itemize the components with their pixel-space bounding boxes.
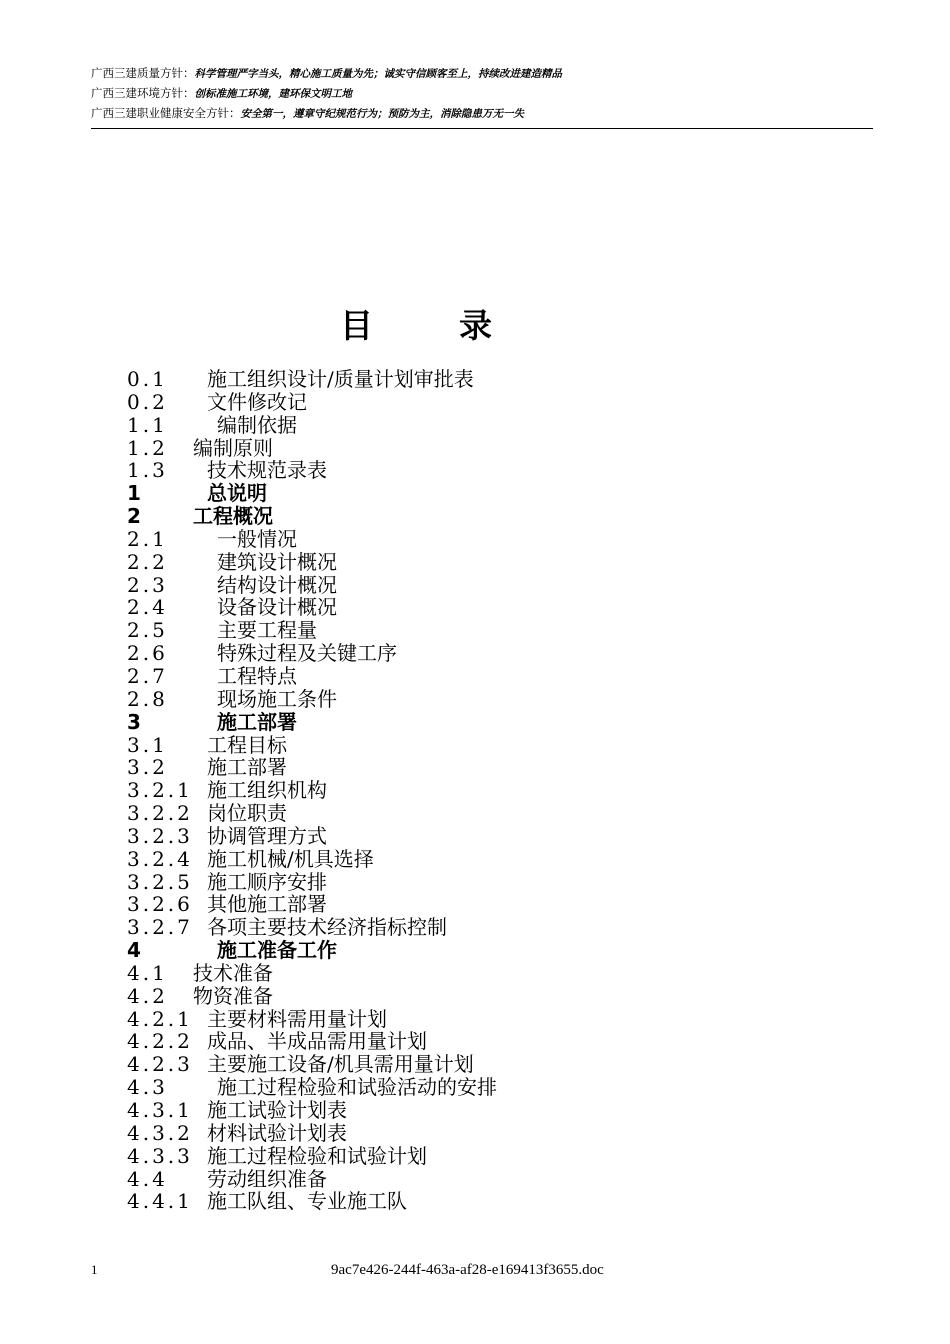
toc-item-label: 岗位职责	[207, 801, 287, 826]
toc-item[interactable]	[127, 574, 827, 597]
safety-policy-text: 安全第一，遵章守纪规范行为；预防为主，消除隐患万无一失	[240, 108, 524, 120]
toc-item-label: 现场施工条件	[217, 686, 337, 711]
toc-item[interactable]	[127, 779, 827, 802]
toc-item-number: 1	[127, 481, 144, 506]
toc-item-number: 4.2.2	[127, 1029, 193, 1054]
toc-item[interactable]	[127, 756, 827, 779]
toc-title-left: 目	[340, 306, 373, 345]
toc-item-label: 施工部署	[207, 755, 287, 780]
toc-item-number: 4.1	[127, 960, 168, 985]
toc-item-label: 结构设计概况	[217, 572, 337, 597]
toc-item[interactable]	[127, 734, 827, 757]
toc-item-number: 3.2.5	[127, 869, 193, 894]
toc-item-number: 3.2.6	[127, 892, 193, 917]
toc-item-label: 成品、半成品需用量计划	[207, 1029, 427, 1054]
toc-item-number: 4.2	[127, 983, 168, 1008]
toc-item-number: 2.4	[127, 595, 168, 620]
toc-item-label: 工程概况	[193, 504, 273, 529]
toc-item-label: 施工机械/机具选择	[207, 846, 374, 871]
toc-item-number: 3.2	[127, 755, 168, 780]
toc-item-number: 3.1	[127, 732, 168, 757]
toc-item[interactable]	[127, 1008, 827, 1031]
toc-item-label: 编制依据	[217, 412, 297, 437]
toc-item[interactable]	[127, 962, 827, 985]
toc-item-label: 施工组织机构	[207, 778, 327, 803]
toc-item[interactable]	[127, 482, 827, 505]
environment-policy-line	[91, 84, 873, 104]
toc-item[interactable]	[127, 1145, 827, 1168]
toc-item-label: 技术准备	[193, 960, 273, 985]
toc-item-number: 3.2.2	[127, 801, 193, 826]
toc-item-label: 建筑设计概况	[217, 549, 337, 574]
toc-item[interactable]	[127, 711, 827, 734]
toc-item[interactable]	[127, 871, 827, 894]
toc-item-number: 2.2	[127, 549, 168, 574]
toc-item-number: 4.2.3	[127, 1052, 193, 1077]
toc-item-label: 主要施工设备/机具需用量计划	[207, 1052, 474, 1077]
toc-item-label: 物资准备	[193, 983, 273, 1008]
toc-item-label: 工程特点	[217, 663, 297, 688]
toc-item-number: 3	[127, 709, 144, 734]
file-name: 9ac7e426-244f-463a-af28-e169413f3655.doc	[331, 1262, 604, 1278]
quality-policy-label: 广西三建质量方针：	[91, 66, 195, 80]
toc-item-number: 2.5	[127, 618, 168, 643]
toc-item-number: 4.4	[127, 1166, 168, 1191]
toc-item[interactable]	[127, 1168, 827, 1191]
toc-title	[340, 300, 492, 347]
toc-item[interactable]	[127, 1053, 827, 1076]
toc-item[interactable]	[127, 1190, 827, 1213]
safety-policy-label: 广西三建职业健康安全方针：	[91, 106, 241, 120]
toc-item-number: 2.8	[127, 686, 168, 711]
toc-item-number: 4.3.1	[127, 1098, 193, 1122]
environment-policy-label: 广西三建环境方针：	[91, 86, 195, 100]
safety-policy-line	[91, 104, 873, 124]
toc-item-label: 主要材料需用量计划	[207, 1006, 387, 1031]
toc-item-label: 协调管理方式	[207, 823, 327, 848]
toc-item-number: 2.6	[127, 641, 168, 666]
toc-item[interactable]	[127, 437, 827, 460]
toc-item-number: 0.1	[127, 367, 168, 391]
toc-item[interactable]	[127, 459, 827, 482]
toc-item[interactable]	[127, 688, 827, 711]
page-number: 1	[91, 1262, 98, 1277]
toc-item-label: 技术规范录表	[207, 458, 327, 483]
toc-item[interactable]	[127, 1099, 827, 1122]
toc-item[interactable]	[127, 985, 827, 1008]
toc-item-label: 材料试验计划表	[207, 1120, 347, 1145]
toc-item-number: 2	[127, 504, 144, 529]
toc-item-number: 3.2.4	[127, 846, 193, 871]
toc-item-number: 4.4.1	[127, 1189, 193, 1214]
toc-item-label: 施工过程检验和试验活动的安排	[217, 1075, 497, 1100]
toc-item-number: 3.2.3	[127, 823, 193, 848]
toc-item-label: 施工顺序安排	[207, 869, 327, 894]
toc-item-label: 劳动组织准备	[207, 1166, 327, 1191]
quality-policy-line	[91, 64, 873, 84]
toc-item-label: 其他施工部署	[207, 892, 327, 917]
toc-item-number: 1.3	[127, 458, 168, 483]
toc-item-label: 编制原则	[193, 435, 273, 460]
toc-item-label: 施工部署	[217, 709, 297, 734]
toc-item[interactable]	[127, 1076, 827, 1099]
toc-item-number: 1.1	[127, 412, 168, 437]
toc-item[interactable]	[127, 551, 827, 574]
toc-item[interactable]	[127, 642, 827, 665]
toc-item-label: 施工准备工作	[217, 938, 337, 963]
toc-item-label: 施工组织设计/质量计划审批表	[207, 367, 474, 391]
toc-item[interactable]	[127, 1122, 827, 1145]
toc-item-number: 3.2.7	[127, 915, 193, 940]
toc-item-number: 2.3	[127, 572, 168, 597]
toc-item-number: 2.7	[127, 663, 168, 688]
toc-item-number: 4.3	[127, 1075, 168, 1100]
quality-policy-text: 科学管理严字当头，精心施工质量为先；诚实守信顾客至上，持续改进建造精品	[194, 68, 562, 80]
toc-item[interactable]	[127, 825, 827, 848]
toc-item-label: 文件修改记	[207, 389, 307, 414]
toc-item-number: 4	[127, 938, 144, 963]
environment-policy-text: 创标准施工环境，建环保文明工地	[194, 88, 352, 100]
toc-item[interactable]	[127, 619, 827, 642]
toc-item[interactable]	[127, 916, 827, 939]
toc-item-label: 一般情况	[217, 526, 297, 551]
toc-item-label: 特殊过程及关键工序	[217, 641, 397, 666]
page-header	[91, 64, 873, 129]
toc-item-label: 施工试验计划表	[207, 1098, 347, 1122]
toc-item-label: 总说明	[207, 481, 267, 506]
toc-item[interactable]	[127, 939, 827, 962]
toc-item[interactable]	[127, 368, 827, 391]
toc-item-number: 4.2.1	[127, 1006, 193, 1031]
toc-item-label: 施工过程检验和试验计划	[207, 1143, 427, 1168]
toc-item-label: 施工队组、专业施工队	[207, 1189, 407, 1214]
toc-item[interactable]	[127, 665, 827, 688]
table-of-contents	[127, 368, 827, 1213]
toc-item-number: 1.2	[127, 435, 168, 460]
toc-item-label: 工程目标	[207, 732, 287, 757]
toc-item[interactable]	[127, 848, 827, 871]
toc-item[interactable]	[127, 414, 827, 437]
toc-item[interactable]	[127, 528, 827, 551]
toc-item-number: 2.1	[127, 526, 168, 551]
toc-item-number: 4.3.2	[127, 1120, 193, 1145]
toc-item-number: 0.2	[127, 389, 168, 414]
toc-item-number: 4.3.3	[127, 1143, 193, 1168]
toc-item[interactable]	[127, 391, 827, 414]
toc-item[interactable]	[127, 893, 827, 916]
toc-item-label: 各项主要技术经济指标控制	[207, 915, 447, 940]
toc-item[interactable]	[127, 505, 827, 528]
toc-item-number: 3.2.1	[127, 778, 193, 803]
toc-item[interactable]	[127, 1030, 827, 1053]
toc-item-label: 主要工程量	[217, 618, 317, 643]
toc-item[interactable]	[127, 802, 827, 825]
toc-item-label: 设备设计概况	[217, 595, 337, 620]
toc-title-right: 录	[459, 306, 492, 345]
toc-item[interactable]	[127, 596, 827, 619]
